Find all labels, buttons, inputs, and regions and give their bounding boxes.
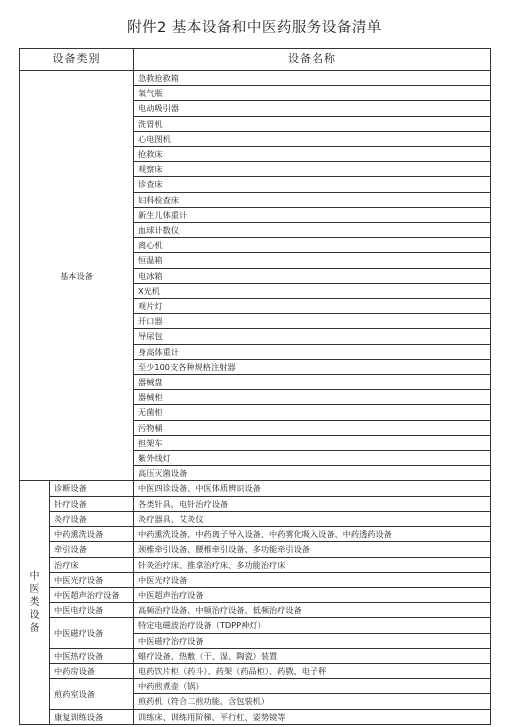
subcategory: 牵引设备 [50,542,134,557]
table-row [20,496,491,511]
subcategory: 诊断设备 [50,481,134,496]
equipment-name: 中药煎煮壶（锅） [134,679,491,694]
equipment-name: 特定电磁波治疗设备（TDPP神灯） [134,618,491,633]
subcategory: 中药房设备 [50,663,134,678]
subcategory: 中医超声治疗设备 [50,587,134,602]
table-row [20,648,491,663]
equipment-name: 蜡疗设备、热敷（干、湿、陶瓷）装置 [134,648,491,663]
table-row [20,587,491,602]
equipment-name: 污物桶 [134,420,491,435]
header-row [20,49,491,71]
subcategory: 针疗设备 [50,496,134,511]
equipment-name: 观片灯 [134,299,491,314]
table-row [20,709,491,724]
equipment-name: 无菌柜 [134,405,491,420]
equipment-name: 电药饮片柜（药斗）、药架（药品柜）、药戥、电子秤 [134,663,491,678]
table-row [20,71,491,86]
equipment-name: 中医光疗设备 [134,572,491,587]
equipment-name: 至少100支各种规格注射器 [134,359,491,374]
equipment-name: 血球计数仪 [134,223,491,238]
equipment-name: 心电图机 [134,131,491,146]
subcategory: 中药熏洗设备 [50,527,134,542]
equipment-name: 开口器 [134,314,491,329]
category-tcm [20,481,50,724]
equipment-name: 高频治疗设备、中频治疗设备、低频治疗设备 [134,603,491,618]
basic-section [20,71,491,481]
equipment-name: 各类针具，电针治疗设备 [134,496,491,511]
equipment-table [19,48,491,725]
table-row [20,618,491,633]
equipment-name: 高压灭菌设备 [134,466,491,481]
header-category: 设备类别 [20,49,134,71]
equipment-name: 身高体重计 [134,344,491,359]
equipment-name: 诊查床 [134,177,491,192]
subcategory: 中医光疗设备 [50,572,134,587]
equipment-name: 氧气瓶 [134,86,491,101]
table-row [20,527,491,542]
subcategory: 康复训练设备 [50,709,134,724]
table-row [20,542,491,557]
subcategory: 煎药室设备 [50,679,134,709]
table-row [20,481,491,496]
table-row [20,603,491,618]
equipment-name: 紫外线灯 [134,451,491,466]
equipment-name: 抢救床 [134,147,491,162]
table-row [20,663,491,678]
equipment-name: 颈椎牵引设备、腰椎牵引设备、多功能牵引设备 [134,542,491,557]
equipment-name: 电动吸引器 [134,101,491,116]
table-row [20,679,491,694]
equipment-name: 妇科检查床 [134,192,491,207]
page-title: 附件2 基本设备和中医药服务设备清单 [127,20,382,36]
subcategory: 中医电疗设备 [50,603,134,618]
equipment-name: 急救抢救箱 [134,71,491,86]
tcm-section [20,481,491,724]
subcategory: 中医热疗设备 [50,648,134,663]
subcategory: 中医磁疗设备 [50,618,134,648]
equipment-name: 针灸治疗床、推拿治疗床、多功能治疗床 [134,557,491,572]
equipment-name: 器械柜 [134,390,491,405]
table-row [20,557,491,572]
equipment-name: 导尿包 [134,329,491,344]
equipment-name: 灸疗器具、艾灸仪 [134,511,491,526]
category-tcm-label: 中医类设备 [29,571,40,635]
equipment-name: 担架车 [134,435,491,450]
equipment-name: 中医四诊设备、中医体质辨识设备 [134,481,491,496]
equipment-name: 中医磁疗治疗设备 [134,633,491,648]
equipment-name: 恒温箱 [134,253,491,268]
equipment-name: 洗胃机 [134,116,491,131]
equipment-name: 器械盘 [134,375,491,390]
equipment-name: X光机 [134,283,491,298]
header-name: 设备名称 [134,49,491,71]
table-row [20,511,491,526]
equipment-name: 离心机 [134,238,491,253]
equipment-name: 观察床 [134,162,491,177]
equipment-name: 电冰箱 [134,268,491,283]
equipment-name: 中药熏洗设备、中药离子导入设备、中药雾化吸入设备、中药透药设备 [134,527,491,542]
equipment-name: 中医超声治疗设备 [134,587,491,602]
subcategory: 灸疗设备 [50,511,134,526]
equipment-name: 训练床、训练用阶梯、平行杠、姿势镜等 [134,709,491,724]
table-row [20,572,491,587]
category-basic: 基本设备 [20,71,134,481]
equipment-name: 煎药机（符合二煎功能，含包装机） [134,694,491,709]
equipment-name: 新生儿体重计 [134,207,491,222]
subcategory: 治疗床 [50,557,134,572]
